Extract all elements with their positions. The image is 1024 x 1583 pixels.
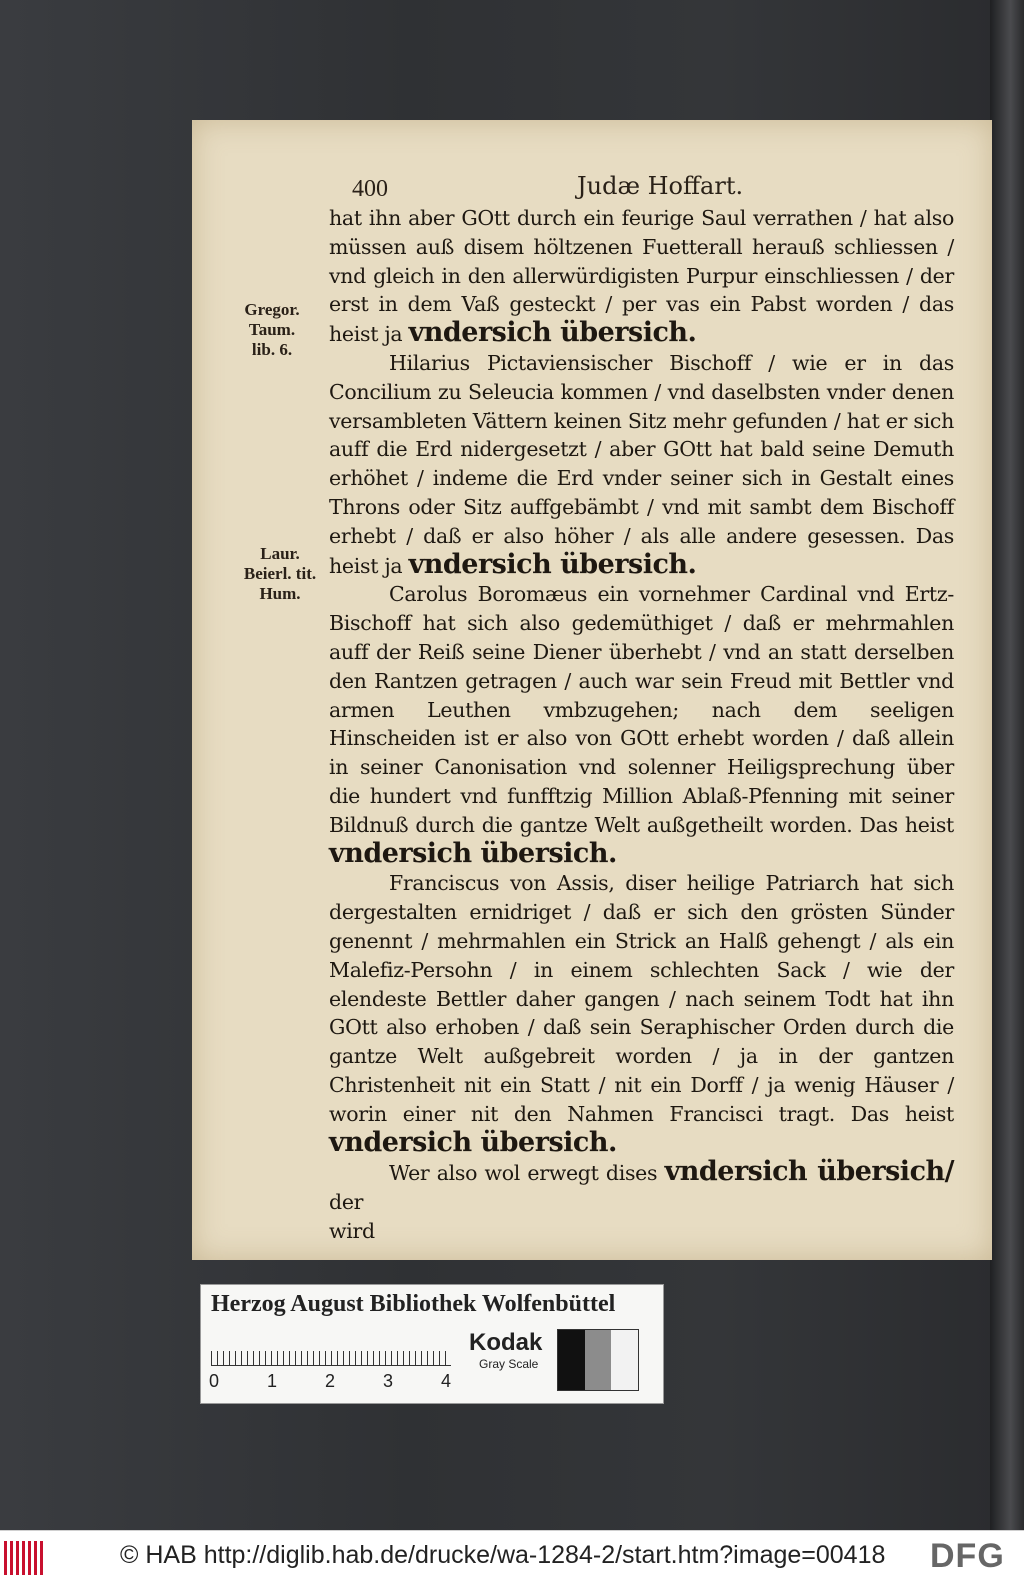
- ruler-label: 1: [267, 1371, 278, 1391]
- ruler-label: 3: [383, 1371, 394, 1391]
- paragraph: [329, 204, 954, 349]
- paragraph-text: der: [329, 1190, 364, 1215]
- paragraph-text: Carolus Boromæus ein vornehmer Cardinal vnd Ertz-Bischoff hat sich also gedemüthiget / daß er mehrmahlen auff der Reiß seine Diener überhebt / vnd an statt derselben den Rantzen getragen / auch war sein Freud mit Bettler vnd armen Leuthen vmbzugehen; nach dem seeligen Hinscheiden ist er also von GOtt erhebt worden / daß allein in seiner Canonisation vnd solenner Heiligsprechung über die hundert vnd funfftzig Million Ablaß-Pfenning mit seiner Bildnuß durch die gantze Welt außgetheilt worden. Das heist: [329, 582, 954, 837]
- kodak-logo: Kodak: [469, 1329, 543, 1356]
- paragraph: [329, 580, 954, 869]
- paragraph-text: Wer also wol erwegt dises: [389, 1161, 658, 1186]
- margin-note-line: Gregor.: [244, 300, 300, 319]
- book-page: [192, 120, 992, 1260]
- paragraph-text: Franciscus von Assis, diser heilige Patriarch hat sich dergestalten ernidriget / daß er sich den grösten Sünder genennt / mehrmahlen ein Strick an Halß gehengt / als ein Malefiz-Persohn / in einem schlechten Sack / wie der elendeste Bettler daher gangen / nach seinem Todt hat ihn GOtt also erhoben / daß sein Seraphischer Orden durch die gantze Welt außgebreit worden / ja in der gantzen Christenheit nit ein Statt / nit ein Dorff / ja wenig Häuser / worin einer nit den Nahmen Francisci tragt. Das heist: [329, 871, 954, 1126]
- paragraph: [329, 349, 954, 580]
- adjacent-page-edge: [990, 0, 1024, 1530]
- dfg-logo: DFG: [930, 1537, 1005, 1575]
- margin-note-line: Hum.: [259, 584, 301, 603]
- gray-scale-patches: [557, 1329, 639, 1391]
- page-number: 400: [352, 176, 388, 202]
- margin-note-line: Taum.: [248, 320, 296, 339]
- margin-note-line: lib. 6.: [251, 340, 293, 359]
- library-name: Herzog August Bibliothek Wolfenbüttel: [211, 1291, 616, 1317]
- paragraph: [329, 869, 954, 1158]
- emphasis-text: vndersich übersich.: [329, 1126, 617, 1158]
- ruler-scale: [211, 1335, 451, 1366]
- catchword: wird: [329, 1218, 375, 1243]
- margin-note-line: Beierl. tit.: [243, 564, 317, 583]
- emphasis-text: vndersich übersich.: [329, 837, 617, 869]
- footer-bar: [0, 1530, 1024, 1583]
- gray-patch: [558, 1330, 585, 1390]
- margin-note-gregor: [232, 300, 312, 360]
- ruler-label: 2: [325, 1371, 336, 1391]
- paragraph-text: hat ihn aber GOtt durch ein feurige Saul verrathen / hat also müssen auß disem höltzenen Fuetterall herauß schliessen / vnd gleich in den allerwürdigisten Purpur einschliessen / der erst in dem Vaß gesteckt / per vas ein Pabst worden / das heist ja: [329, 206, 954, 347]
- margin-note-line: Laur.: [260, 544, 300, 563]
- paragraph-text: Hilarius Pictaviensischer Bischoff / wie er in das Concilium zu Seleucia kommen / vnd daselbsten vnder denen versambleten Vättern keinen Sitz mehr gefunden / hat er sich auff die Erd nidergesetzt / aber GOtt hat bald seine Demuth erhöhet / indeme die Erd vnder seiner sich in Gestalt eines Throns oder Sitz auffgebämbt / vnd mit sambt dem Bischoff erhebt / daß er also höher / als alle andere gesessen. Das heist ja: [329, 350, 954, 578]
- emphasis-text: vndersich übersich.: [408, 317, 697, 349]
- body-text: [329, 204, 954, 1246]
- paragraph: [329, 1158, 954, 1217]
- margin-note-laur: [230, 544, 330, 604]
- footer-credit: © HAB http://diglib.hab.de/drucke/wa-1284-2/start.htm?image=00418: [120, 1541, 886, 1569]
- gray-patch: [585, 1330, 612, 1390]
- emphasis-text: vndersich übersich/: [664, 1156, 954, 1188]
- gray-scale-label: Gray Scale: [479, 1357, 539, 1371]
- gray-patch: [611, 1330, 638, 1390]
- hab-logo-icon: [4, 1541, 46, 1575]
- ruler-label: 4: [441, 1371, 452, 1391]
- color-calibration-card: [200, 1284, 664, 1404]
- ruler-label: 0: [209, 1371, 220, 1391]
- emphasis-text: vndersich übersich.: [408, 548, 697, 580]
- running-title: Judæ Hoffart.: [577, 172, 744, 200]
